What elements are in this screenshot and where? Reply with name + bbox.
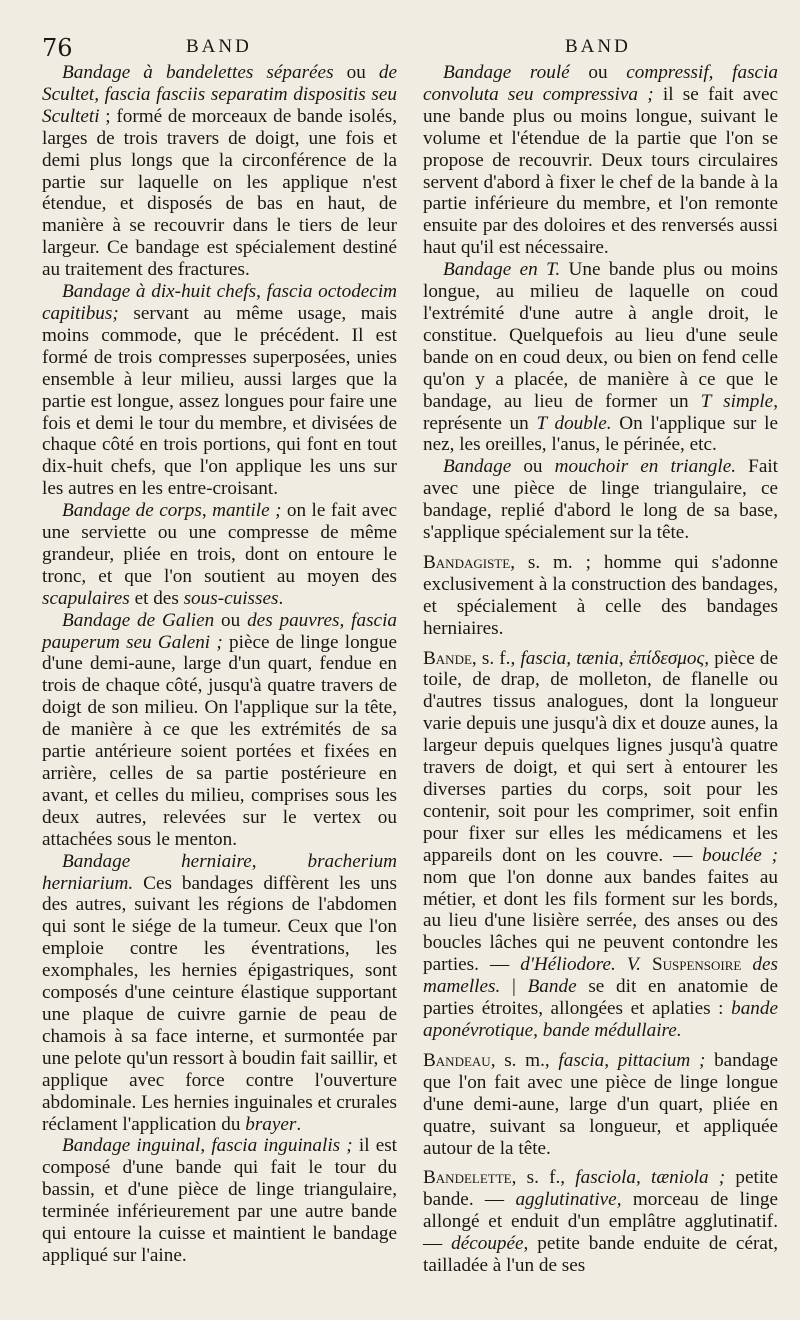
entry-bandage-de-corps: Bandage de corps, mantile ; on le fait avec une serviette ou une compresse de même grandeur, pliée en trois, dont on entoure le tronc, et que l'on soutient au moyen des scapulaires et des sous-cuisses. bbox=[42, 500, 397, 609]
right-column bbox=[423, 62, 778, 1277]
entry-bandelette: Bandelette, s. f., fasciola, tæniola ; petite bande. — agglutinative, morceau de linge allongé et enduit d'un emplâtre agglutinatif. — découpée, petite bande enduite de cérat, tailladée à l'un de ses bbox=[423, 1167, 779, 1277]
entry-bandage-roule: Bandage roulé ou compressif, fascia convoluta seu compressiva ; il se fait avec une bande plus ou moins longue, suivant le volume et l'étendue de la partie que l'on se propose de recouvrir. Deux tours circulaires servent d'abord à fixer le chef de la bande à la partie inférieure du membre, et l'on remonte ensuite par des doloires et des renversés aussi haut qu'il est nécessaire. bbox=[423, 62, 778, 259]
entry-bandage-inguinal: Bandage inguinal, fascia inguinalis ; il est composé d'une bande qui fait le tour du bassin, et d'une pièce de linge triangulaire, terminée inférieurement par une autre bande qui entoure la cuisse et maintient le bandage appliqué sur l'aine. bbox=[42, 1135, 398, 1266]
running-head-left: BAND bbox=[186, 36, 252, 57]
entry-bandage-triangle: Bandage ou mouchoir en triangle. Fait avec une pièce de linge triangulaire, ce bandage, replié d'abord le long de sa base, s'applique spécialement sur la tête. bbox=[423, 456, 778, 544]
entry-bandagiste: Bandagiste, s. m. ; homme qui s'adonne exclusivement à la construction des bandages, et spécialement à celle des bandages herniaires. bbox=[423, 551, 778, 639]
left-column bbox=[42, 62, 397, 1267]
page-number: 76 bbox=[42, 34, 73, 62]
page-header bbox=[0, 34, 800, 64]
entry-bandeau: Bandeau, s. m., fascia, pittacium ; bandage que l'on fait avec une pièce de linge longue d'une demi-aune, large d'un quart, pliée en quatre, suivant sa longueur, et appliquée autour de la tête. bbox=[423, 1049, 778, 1159]
entry-bandage-dix-huit-chefs: Bandage à dix-huit chefs, fascia octodecim capitibus; servant au même usage, mais moins commode, que le précédent. Il est formé de trois compresses superposées, unies ensemble à leur milieu, aussi larges que la partie est longue, assez longues pour faire une fois et demi le tour du membre, et divisées de chaque côté en trois portions, qui font en tout dix-huit chefs, que l'on applique les uns sur les autres en les entre-croisant. bbox=[42, 281, 398, 500]
entry-bandage-herniaire: Bandage herniaire, bracherium herniarium. Ces bandages diffèrent les uns des autres, suivant les régions de l'abdomen qui sont le siége de la tumeur. Ceux que l'on emploie contre les éventrations, les exomphales, les hernies épigastriques, sont composés d'une ceinture élastique supportant une plaque de cuivre garnie de peau de chamois à sa face interne, et surmontée par une pelote qu'un ressort à boudin fait saillir, et applique avec force contre l'ouverture abdominale. Les hernies inguinales et crurales réclament l'application du brayer. bbox=[42, 850, 398, 1135]
entry-bandage-bandelettes: Bandage à bandelettes séparées ou de Scultet, fascia fasciis separatim dispositis seu Sculteti ; formé de morceaux de bande isolés, larges de trois travers de doigt, une fois et demi plus longs que la circonférence de la partie sur laquelle on les applique n'est étendue, et disposés de bas en haut, de manière à se recouvrir dans le tiers de leur largeur. Ce bandage est spécialement destiné au traitement des fractures. bbox=[42, 62, 398, 281]
entry-bandage-en-t: Bandage en T. Une bande plus ou moins longue, au milieu de laquelle on coud l'extrémité d'une autre à angle droit, le constitue. Quelquefois au lieu d'une seule bande on en coud deux, ou bien on fend celle qu'on y a placée, de manière à ce que le bandage, au lieu de former un T simple, représente un T double. On l'applique sur le nez, les oreilles, l'anus, le périnée, etc. bbox=[423, 259, 779, 456]
running-head-right: BAND bbox=[565, 36, 631, 57]
entry-bande: Bande, s. f., fascia, tænia, ἐπίδεσμος, pièce de toile, de drap, de molleton, de flanelle ou d'autres tissus analogues, dont la longueur varie depuis une jusqu'à dix et douze aunes, la largeur depuis quelques lignes jusqu'à quatre travers de doigt, et qui sert à entourer les diverses parties du corps, soit pour les contenir, soit pour les comprimer, soit enfin pour fixer sur elles les médicamens et les appareils dont on les couvre. — bouclée ; nom que l'on donne aux bandes faites au métier, et dont les fils forment sur les bords, au lieu d'une lisière serrée, des anses ou des boucles lâches qui ne peuvent contondre les parties. — d'Héliodore. V. Suspensoire des mamelles. | Bande se dit en anatomie de parties étroites, allongées et aplaties : bande aponévrotique, bande médullaire. bbox=[423, 647, 778, 1041]
entry-bandage-de-galien: Bandage de Galien ou des pauvres, fascia pauperum seu Galeni ; pièce de linge longue d'une demi-aune, large d'un quart, fendue en trois de chaque côté, jusqu'à quatre travers de doigt de son milieu. On l'applique sur la tête, de manière à ce que les extrémités de sa partie antérieure soient portées et fixées en arrière, celles de sa partie postérieure en avant, et celles du milieu, comprises sous les deux autres, relevées sur le vertex ou attachées sous le menton. bbox=[42, 609, 397, 850]
